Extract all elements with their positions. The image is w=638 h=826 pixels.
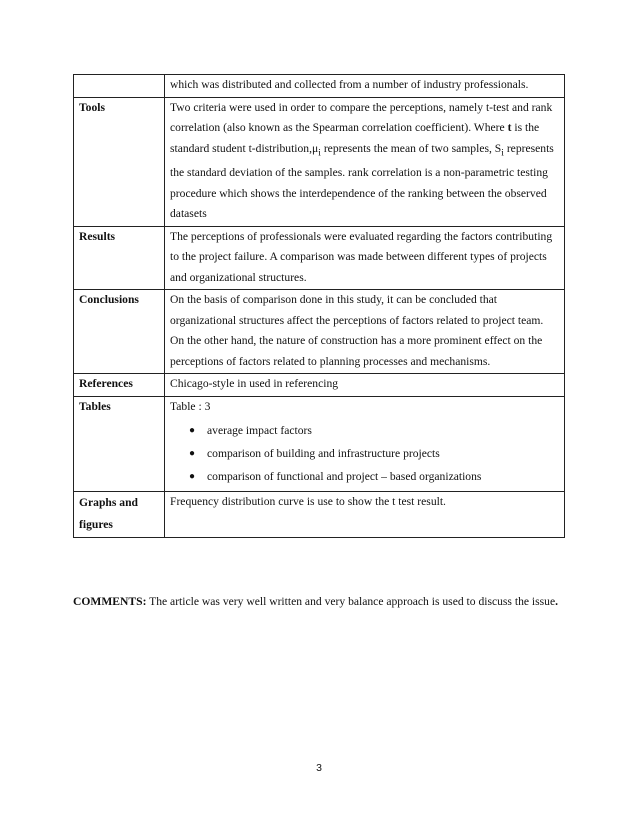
tables-list (170, 419, 560, 488)
row-content-tables (165, 396, 565, 492)
graphs-text: Frequency distribution curve is use to show the t test result. (170, 495, 446, 509)
bullet-icon: ● (189, 448, 196, 460)
row-content-conclusions (165, 290, 565, 374)
row-label-conclusions: Conclusions (74, 290, 165, 374)
bullet-icon: ● (189, 425, 196, 437)
row-label-tools: Tools (74, 97, 165, 226)
t-symbol: t (507, 121, 512, 134)
conclusions-text: On the basis of comparison done in this study, it can be concluded that organizational structures affect the perceptions of factors related to project team. On the other hand, the nature of construction has a more prominent effect on the perceptions of factors related to planning processes and mechanisms. (170, 293, 544, 368)
row-content-continuation (165, 75, 565, 98)
table-row (74, 374, 565, 397)
comments-paragraph (73, 589, 565, 615)
list-item: ● comparison of building and infrastructure projects (170, 442, 560, 465)
row-label-results: Results (74, 226, 165, 290)
row-content-graphs (165, 492, 565, 538)
table-row (74, 290, 565, 374)
list-item: ● comparison of functional and project – based organizations (170, 465, 560, 488)
mu-subscript: i (318, 146, 321, 158)
table-row (74, 492, 565, 538)
comments-label: COMMENTS: (73, 595, 147, 608)
review-table (73, 74, 565, 538)
table-row (74, 75, 565, 98)
references-text: Chicago-style in used in referencing (170, 377, 339, 391)
row-content-references (165, 374, 565, 397)
table-row (74, 396, 565, 492)
list-item: ● average impact factors (170, 419, 560, 442)
bullet-icon: ● (189, 471, 196, 483)
s-subscript: i (501, 146, 504, 158)
table-row (74, 226, 565, 290)
row-content-results (165, 226, 565, 290)
row-label-references: References (74, 374, 165, 397)
continuation-text: which was distributed and collected from a number of industry professionals. (170, 78, 529, 91)
comments-text: The article was very well written and very balance approach is used to discuss the issue (146, 595, 556, 608)
row-content-tools (165, 97, 565, 226)
row-label-tables: Tables (74, 396, 165, 492)
results-text: The perceptions of professionals were evaluated regarding the factors contributing to the project failure. A comparison was made between different types of projects and organizational structures. (170, 229, 553, 284)
row-label-empty (74, 75, 165, 98)
tables-intro: Table : 3 (170, 399, 211, 413)
comments-end: . (555, 595, 559, 608)
page-number: 3 (316, 762, 322, 774)
table-row (74, 97, 565, 226)
tools-text: Two criteria were used in order to compare the perceptions, namely t-test and rank correlation (also known as the Spearman correlation coefficient). Where t is the standard student $t-distribution,\mu_i$ represents the mean of two samples, $S_i$ represents the standard deviation of the samples. rank correlation is a non-parametric testing procedure which shows the interdependence of the ranking between the observed datasets (170, 100, 554, 221)
row-label-graphs: Graphs and figures (74, 492, 165, 538)
